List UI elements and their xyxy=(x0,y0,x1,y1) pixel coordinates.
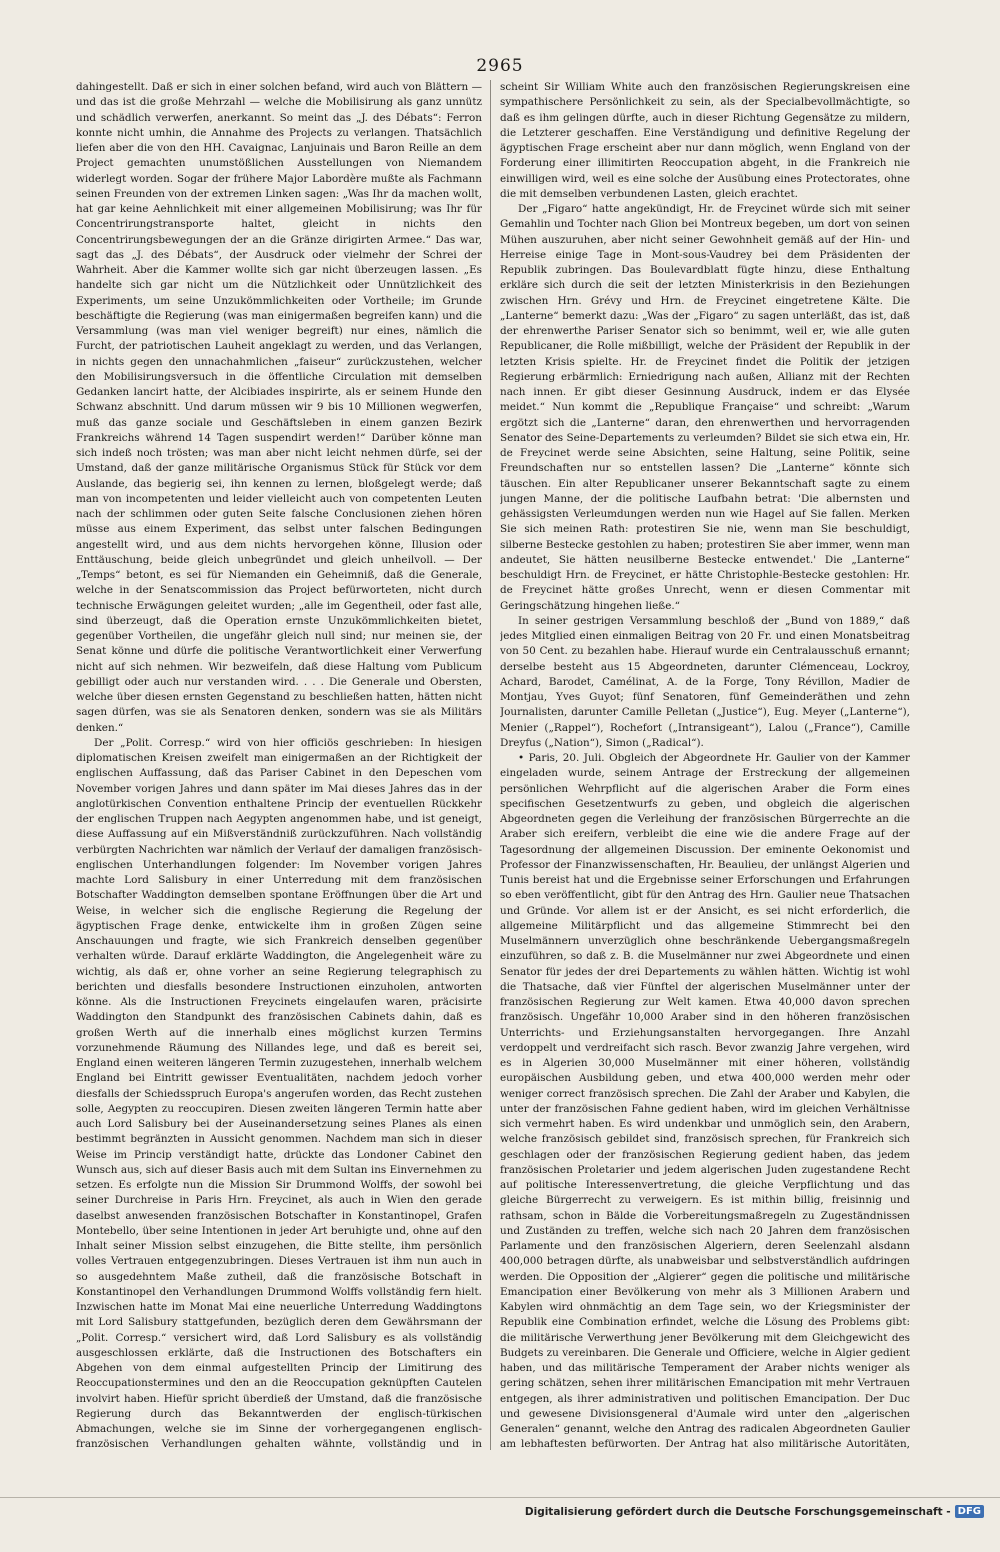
page-number: 2965 xyxy=(476,56,524,76)
dfg-logo-icon: DFG xyxy=(955,1505,984,1518)
digitization-footer xyxy=(525,1505,984,1518)
footer-divider xyxy=(0,1497,1000,1498)
right-column xyxy=(500,80,910,1452)
article-paragraph: • Paris, 20. Juli. Obgleich der Abgeordnete Hr. Gaulier von der Kammer eingeladen wurde, seinem Antrage der Erstreckung der allgemeinen persönlichen Wehrpflicht auf die algerischen Araber die Form eines specifischen Gesetzentwurfs zu geben, und obgleich die algerischen Abgeordneten gegen die Verleihung der französischen Bürgerrechte an die Araber sich ereifern, verbleibt die eine wie die andere Frage auf der Tagesordnung der allgemeinen Discussion. Der eminente Oekonomist und Professor der Finanzwissenschaften, Hr. Beaulieu, der unlängst Algerien und Tunis bereist hat und die Ergebnisse seiner Erforschungen und Erfahrungen so eben veröffentlicht, gibt für den Antrag des Hrn. Gaulier neue Thatsachen und Gründe. Vor allem ist er der Ansicht, es sei nicht erforderlich, die allgemeine Militärpflicht und das allgemeine Stimmrecht bei den Muselmännern unverzüglich ohne beschränkende Uebergangsmaßregeln einzuführen, so daß z. B. die Muselmänner nur zwei Abgeordnete und einen Senator für jedes der drei Departements zu wählen hätten. Wichtig ist wohl die Thatsache, daß vier Fünftel der algerischen Muselmänner unter der französischen Regierung zur Welt kamen. Etwa 40,000 davon sprechen französisch. Ungefähr 10,000 Araber sind in den höheren französischen Unterrichts- und Erziehungsanstalten hervorgegangen. Ihre Anzahl verdoppelt und verdreifacht sich rasch. Bevor zwanzig Jahre vergehen, wird es in Algerien 30,000 Muselmänner mit einer höheren, vollständig europäischen Ausbildung geben, und etwa 400,000 werden mehr oder weniger correct französisch sprechen. Die Zahl der Araber und Kabylen, die unter der französischen Fahne gedient haben, wird im gleichen Verhältnisse sich vermehrt haben. Es wird undenkbar und unmöglich sein, den Arabern, welche französisch gebildet sind, französisch sprechen, für Frankreich sich geschlagen oder der französischen Regierung gedient haben, das jedem französischen Proletarier und jedem algerischen Juden zugestandene Recht auf politische Interessenvertretung, die gleiche Verpflichtung und das gleiche Bürgerrecht zu verweigern. Es ist mithin billig, freisinnig und rathsam, schon in Bälde die Vorbereitungsmaßregeln zu Zugeständnissen und Zuständen zu treffen, welche sich nach 20 Jahren dem französischen Parlamente und den französischen Algeriern, deren Seelenzahl alsdann 400,000 betragen dürfte, als unabweisbar und selbstverständlich aufdringen werden. Die Opposition der „Algierer“ gegen die politische und militärische Emancipation einer Bevölkerung von mehr als 3 Millionen Arabern und Kabylen wird ohnmächtig an dem Tage sein, wo der Kriegsminister der Republik eine Combination erfindet, welche die Lösung des Problems gibt: die militärische Verwerthung jener Bevölkerung mit dem Gleichgewicht des Budgets zu vereinbaren. Die Generale und Officiere, welche in Algier gedient haben, und das militärische Temperament der Araber nichts weniger als gering schätzen, sehen ihrer militärischen Emancipation mit mehr Vertrauen entgegen, als ihrer administrativen und politischen Emancipation. Der Duc und gewesene Divisionsgeneral d'Aumale wird unter den „algerischen Generalen“ genannt, welche den Antrag des radicalen Abgeordneten Gaulier am lebhaftesten befürworten. Der Antrag hat also militärische Autoritäten, xyxy=(500,752,910,1451)
article-paragraph: In seiner gestrigen Versammlung beschloß der „Bund von 1889,“ daß jedes Mitglied einen einmaligen Beitrag von 20 Fr. und einen Monatsbeitrag von 50 Cent. zu bezahlen habe. Hierauf wurde ein Centralausschuß ernannt; derselbe besteht aus 15 Abgeordneten, darunter Clémenceau, Lockroy, Achard, Barodet, Camélinat, A. de la Forge, Tony Révillon, Madier de Montjau, Yves Guyot; fünf Senatoren, fünf Gemeinderäthen und zehn Journalisten, darunter Camille Pelletan („Justice“), Eug. Meyer („Lanterne“), Menier („Rappel“), Rochefort („Intransigeant“), Lalou („France“), Camille Dreyfus („Nation“), Simon („Radical“). xyxy=(500,614,910,749)
article-paragraph: dahingestellt. Daß er sich in einer solchen befand, wird auch von Blättern — und das ist die große Mehrzahl — welche die Mobilisirung als ganz unnütz und schädlich verwerfen, anerkannt. So meint das „J. des Débats“: Ferron konnte nicht umhin, die Annahme des Projects zu verlangen. Thatsächlich liefen aber die von den HH. Cavaignac, Lanjuinais und Baron Reille an dem Project gemachten unumstößlichen Ausstellungen von Niemandem widerlegt worden. Sogar der frühere Major Labordère mußte als Fachmann seinen Freunden von der extremen Linken sagen: „Was Ihr da machen wollt, hat gar keine Aehnlichkeit mit einer allgemeinen Mobilisirung; was Ihr für Concentrirungstransporte haltet, gleicht in nichts den Concentrirungsbewegungen der an die Gränze dirigirten Armee.“ Das war, sagt das „J. des Débats“, der Ausdruck oder vielmehr der Schrei der Wahrheit. Aber die Kammer wollte sich gar nicht überzeugen lassen. „Es handelte sich gar nicht um die Nützlichkeit oder Unnützlichkeit des Experiments, um seine Unzukömmlichkeiten oder Vortheile; im Grunde beschäftigte die Regierung (was man einigermaßen begreifen kann) und die Versammlung (was man viel weniger begreift) nur eines, nämlich die Furcht, der patriotischen Lauheit angeklagt zu werden, und das Verlangen, in nichts gegen den unnachahmlichen „faiseur“ zurückzustehen, welcher den Mobilisirungsversuch in die öffentliche Circulation mit demselben Gedanken lancirt hatte, der Alcibiades inspirirte, als er seinem Hunde den Schwanz abschnitt. Und darum müssen wir 9 bis 10 Millionen wegwerfen, muß das ganze sociale und Geschäftsleben in einem ganzen Bezirk Frankreichs während 14 Tagen suspendirt werden!“ Darüber könne man sich indeß noch trösten; was man aber nicht leicht nehmen dürfe, sei der Umstand, daß der ganze militärische Organismus Stück für Stück vor dem Auslande, das begierig sei, ihn kennen zu lernen, bloßgelegt werde; daß man von incompetenten und leider vielleicht auch von competenten Leuten nach der schlimmen oder guten Seite falsche Conclusionen ziehen hören müsse aus einem Experiment, das selbst unter falschen Bedingungen angestellt wird, und aus dem nichts hervorgehen könne, Illusion oder Enttäuschung, beide gleich unbegründet und gleich unheilvoll. — Der „Temps“ betont, es sei für Niemanden ein Geheimniß, daß die Generale, welche in der Senatscommission das Project befürworteten, nicht durch technische Erwägungen geleitet wurden; „alle im Gegentheil, oder fast alle, sind überzeugt, daß die Operation ernste Unzukömmlichkeiten bietet, gegenüber Vortheilen, die ungefähr gleich null sind; nur meinen sie, der Senat könne und dürfe die politische Verantwortlichkeit einer Verwerfung nicht auf sich nehmen. Wir bezweifeln, daß diese Haltung vom Publicum gebilligt oder auch nur verstanden wird. . . . Die Generale und Obersten, welche über diesen ernsten Gegenstand zu beschließen hatten, hätten nicht sagen dürfen, was sie als Senatoren denken, sondern was sie als Militärs denken.“ xyxy=(76,81,482,734)
article-paragraph: Der „Polit. Corresp.“ wird von hier officiös geschrieben: In hiesigen diplomatischen Kreisen zweifelt man einigermaßen an der Richtigkeit der englischen Auffassung, daß das Pariser Cabinet in den Depeschen vom November vorigen Jahres und dann später im Mai dieses Jahres das in der anglotürkischen Convention enthaltene Princip der eventuellen Rückkehr der englischen Truppen nach Aegypten angenommen habe, und ist geneigt, diese Auffassung auf ein Mißverständniß zurückzuführen. Nach vollständig verbürgten Nachrichten war nämlich der Verlauf der damaligen französisch-englischen Unterhandlungen folgender: Im November vorigen Jahres machte Lord Salisbury in einer Unterredung mit dem französischen Botschafter Waddington demselben spontane Eröffnungen über die Art und Weise, in welcher sich die englische Regierung die Regelung der ägyptischen Frage denke, entwickelte ihm in großen Zügen seine Anschauungen und fragte, wie sich Frankreich denselben gegenüber verhalten würde. Darauf erklärte Waddington, die Angelegenheit wäre zu wichtig, als daß er, ohne vorher an seine Regierung telegraphisch zu berichten und diesfalls besondere Instructionen einzuholen, antworten könne. Als die Instructionen Freycinets eingelaufen waren, präcisirte Waddington den Standpunkt des französischen Cabinets dahin, daß es großen Werth auf die innerhalb eines möglichst kurzen Termins vorzunehmende Räumung des Nillandes lege, und daß es bereit sei, England einen weiteren längeren Termin zuzugestehen, innerhalb welchem England bei Eintritt gewisser Eventualitäten, nachdem jedoch vorher diesfalls der Schiedsspruch Europa's angerufen worden, das Recht zustehen solle, Aegypten zu reoccupiren. Diesen zweiten längeren Termin hatte aber auch Lord Salisbury bei der Auseinandersetzung seines Planes als einen bestimmt begränzten in Aussicht genommen. Nachdem man sich in dieser Weise im Princip verständigt hatte, drückte das Londoner Cabinet den Wunsch aus, sich auf dieser Basis auch mit dem Sultan ins Einvernehmen zu setzen. Es erfolgte nun die Mission Sir Drummond Wolffs, der sowohl bei seiner Durchreise in Paris Hrn. Freycinet, als auch in Wien den gerade daselbst anwesenden französischen Botschafter in Konstantinopel, Grafen Montebello, über seine Intentionen in jeder Art beruhigte und, ohne auf den Inhalt seiner Mission selbst einzugehen, die Bitte stellte, ihm persönlich volles Vertrauen entgegenzubringen. Dieses Vertrauen ist ihm nun auch in so ausgedehntem Maße zutheil, daß die französische Botschaft in Konstantinopel den Verhandlungen Drummond Wolffs vollständig fern hielt. Inzwischen hatte im Monat Mai eine neuerliche Unterredung Waddingtons mit Lord Salisbury stattgefunden, bezüglich deren dem Gewährsmann der „Polit. Corresp.“ versichert wird, daß Lord Salisbury es als vollständig ausgeschlossen erklärte, daß die Instructionen des Botschafters ein Abgehen von dem einmal aufgestellten Princip der Limitirung des Reoccupationstermines und den an die Reoccupation geknüpften Cautelen involvirt haben. Hiefür spricht überdieß der Umstand, daß die französische Regierung durch das Bekanntwerden der englisch-türkischen Abmachungen, welche sie im Sinne der vorhergegangenen englisch-französischen Verhandlungen gehalten wähnte, vollständig und in xyxy=(76,736,482,1451)
article-paragraph: Der „Figaro“ hatte angekündigt, Hr. de Freycinet würde sich mit seiner Gemahlin und Tochter nach Glion bei Montreux begeben, um dort von seinen Mühen auszuruhen, aber nicht seiner Gewohnheit gemäß auf der Hin- und Herreise einige Tage in Mont-sous-Vaudrey bei dem Präsidenten der Republik zubringen. Das Boulevardblatt fügte hinzu, diese Enthaltung erkläre sich durch die seit der letzten Ministerkrisis in den Beziehungen zwischen Hrn. Grévy und Hrn. de Freycinet eingetretene Kälte. Die „Lanterne“ bemerkt dazu: „Was der „Figaro“ zu sagen unterläßt, das ist, daß der ehrenwerthe Pariser Senator sich so benimmt, weil er, wie alle guten Republicaner, die Rolle mißbilligt, welche der Präsident der Republik in der letzten Krisis spielte. Hr. de Freycinet findet die Politik der jetzigen Regierung erbärmlich: Erniedrigung nach außen, Allianz mit der Rechten nach innen. Er gibt dieser Gesinnung Ausdruck, indem er das Elysée meidet.“ Nun kommt die „Republique Française“ und schreibt: „Warum ergötzt sich die „Lanterne“ daran, den ehrenwerthen und hervorragenden Senator des Seine-Departements zu verleumden? Bildet sie sich etwa ein, Hr. de Freycinet werde seine Absichten, seine Haltung, seine Politik, seine Freundschaften nur so entstellen lassen? Die „Lanterne“ könnte sich täuschen. Ein alter Republicaner unserer Bekanntschaft sagte zu einem jungen Manne, der die politische Laufbahn betrat: 'Die albernsten und gehässigsten Verleumdungen werden nun wie Hagel auf Sie fallen. Merken Sie sich meinen Rath: protestiren Sie nie, wenn man Sie beschuldigt, silberne Bestecke gestohlen zu haben; protestiren Sie aber immer, wenn man andeutet, Sie hätten neusilberne Bestecke entwendet.' Die „Lanterne“ beschuldigt Hrn. de Freycinet, er hätte Christophle-Bestecke gestohlen: Hr. de Freycinet hätte großes Unrecht, wenn er diesen Commentar mit Geringschätzung hingehen ließe.“ xyxy=(500,203,910,612)
left-column xyxy=(76,80,482,1452)
article-paragraph: scheint Sir William White auch den französischen Regierungskreisen eine sympathischere Persönlichkeit zu sein, als der Specialbevollmächtigte, so daß es ihm gelingen dürfte, auch in dieser Richtung Gegensätze zu mildern, die Letzterer geschaffen. Eine Verständigung und definitive Regelung der ägyptischen Frage erscheint aber nur dann möglich, wenn England von der Forderung einer illimitirten Reoccupation abgeht, in die Frankreich nie einwilligen wird, weil es eine solche der Ausübung eines Protectorates, ohne die mit demselben verbundenen Lasten, gleich erachtet. xyxy=(500,81,910,200)
column-divider xyxy=(490,80,491,1450)
footer-text: Digitalisierung gefördert durch die Deutsche Forschungsgemeinschaft - xyxy=(524,1505,951,1518)
